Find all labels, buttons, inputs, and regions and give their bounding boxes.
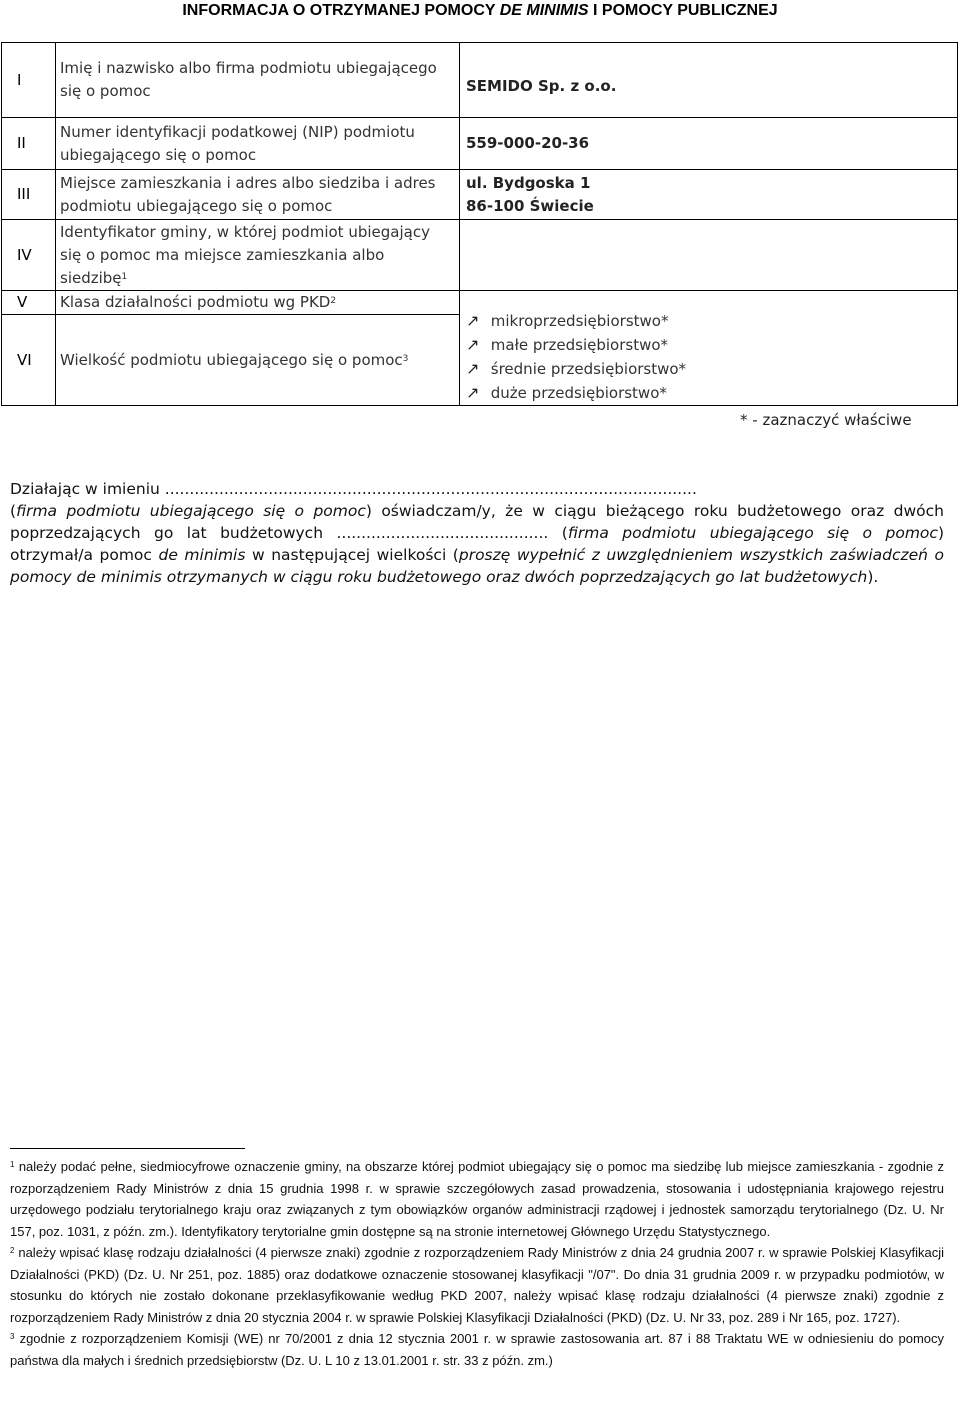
row-number: V <box>2 291 56 315</box>
check-arrow-icon: ↗ <box>466 383 480 402</box>
check-arrow-icon: ↗ <box>466 359 480 378</box>
row-number: I <box>2 43 56 118</box>
nip-value: 559-000-20-36 <box>460 118 958 170</box>
row-number: IV <box>2 220 56 291</box>
row-label: Wielkość podmiotu ubiegającego się o pomoc$^3$ <box>56 315 460 406</box>
footnote: $^1$ należy podać pełne, siedmiocyfrowe oznaczenie gminy, na obszarze której podmiot ubiegający się o pomoc ma siedzibę lub miejsce zamieszkania - zgodnie z rozporządzeniem Rady Ministrów z dnia 15 grudnia 1998 r. w sprawie szczegółowych zasad prowadzenia, stosowania i udostępniania krajowego rejestru urzędowego podziału terytorialnego kraju oraz związanych z tym obowiązków organów administracji rządowej i jednostek samorządu terytorialnego (Dz. U. Nr 157, poz. 1031, z późn. zm.). Identyfikatory terytorialne gmin dostępne są na stronie internetowej Głównego Urzędu Statystycznego. <box>10 1159 944 1239</box>
row-label: Identyfikator gminy, w której podmiot ubiegający się o pomoc ma miejsce zamieszkania albo siedzibę$^1$ <box>56 220 460 291</box>
table-row <box>2 43 958 118</box>
size-option: ↗ duże przedsiębiorstwo* <box>466 383 667 402</box>
table-row <box>2 220 958 291</box>
row-number: II <box>2 118 56 170</box>
footnote: $^2$ należy wpisać klasę rodzaju działalności (4 pierwsze znaki) zgodnie z rozporządzeniem Rady Ministrów z dnia 24 grudnia 2007 r. w sprawie Polskiej Klasyfikacji Działalności (PKD) (Dz. U. Nr 251, poz. 1885) oraz dodatkowe oznaczenie stosowanej klasyfikacji "/07". Do dnia 31 grudnia 2009 r. w przypadku podmiotów, w stosunku do których nie zostało dokonane przeklasyfikowanie według PKD 2007, należy wpisać klasę rodzaju działalności (4 pierwsze znaki) zgodnie z rozporządzeniem Rady Ministrów z dnia 20 stycznia 2004 r. w sprawie Polskiej Klasyfikacji Działalności (PKD) (Dz. U. Nr 33, poz. 289 i Nr 165, poz. 1727). <box>10 1245 944 1325</box>
check-arrow-icon: ↗ <box>466 335 480 354</box>
size-option: ↗ średnie przedsiębiorstwo* <box>466 359 687 378</box>
declaration-paragraph: Działając w imieniu ............................................................................................................ (firma podmiotu ubiegającego się o pomoc) oświadczam/y, że w ciągu bieżącego roku budżetowego oraz dwóch poprzedzających go lat budżetowych ........................................... (firma podmiotu ubiegającego się o pomoc) otrzymał/a pomoc de minimis w następującej wielkości (proszę wypełnić z uwzględnieniem wszystkich zaświadczeń o pomocy de minimis otrzymanych w ciągu roku budżetowego oraz dwóch poprzedzających go lat budżetowych). <box>10 480 945 586</box>
document-title: INFORMACJA O OTRZYMANEJ POMOCY DE MINIMIS I POMOCY PUBLICZNEJ <box>182 2 778 19</box>
commune-id-value <box>460 220 958 291</box>
row-number: VI <box>2 315 56 406</box>
size-option: ↗ mikroprzedsiębiorstwo* <box>466 311 669 330</box>
address-line-2: 86-100 Świecie <box>466 196 594 215</box>
row-label: Imię i nazwisko albo firma podmiotu ubiegającego się o pomoc <box>56 43 460 118</box>
footnote-divider <box>10 1148 245 1149</box>
address-value <box>460 170 958 220</box>
size-option: ↗ małe przedsiębiorstwo* <box>466 335 669 354</box>
check-arrow-icon: ↗ <box>466 311 480 330</box>
row-label: Klasa działalności podmiotu wg PKD$^2$ <box>56 291 460 315</box>
footnote-ref: 2 <box>330 296 337 306</box>
note: * - zaznaczyć właściwe <box>740 411 912 429</box>
footnote: $^3$ zgodnie z rozporządzeniem Komisji (WE) nr 70/2001 z dnia 12 stycznia 2001 r. w sprawie zastosowania art. 87 i 88 Traktatu WE w odniesieniu do pomocy państwa dla małych i średnich przedsiębiorstw (Dz. U. L 10 z 13.01.2001 r. str. 33 z późn. zm.) <box>10 1331 944 1368</box>
row-label: Numer identyfikacji podatkowej (NIP) podmiotu ubiegającego się o pomoc <box>56 118 460 170</box>
footnote-ref: 3 <box>402 353 409 364</box>
applicant-name-value: SEMIDO Sp. z o.o. <box>460 43 958 118</box>
footnote-ref: 1 <box>121 271 128 282</box>
table-row <box>2 291 958 315</box>
applicant-info-table <box>1 42 958 406</box>
address-line-1: ul. Bydgoska 1 <box>466 173 591 192</box>
table-row <box>2 170 958 220</box>
row-label: Miejsce zamieszkania i adres albo siedziba i adres podmiotu ubiegającego się o pomoc <box>56 170 460 220</box>
row-number: III <box>2 170 56 220</box>
table-row <box>2 118 958 170</box>
size-options <box>460 291 958 406</box>
footnotes <box>10 1156 944 1371</box>
